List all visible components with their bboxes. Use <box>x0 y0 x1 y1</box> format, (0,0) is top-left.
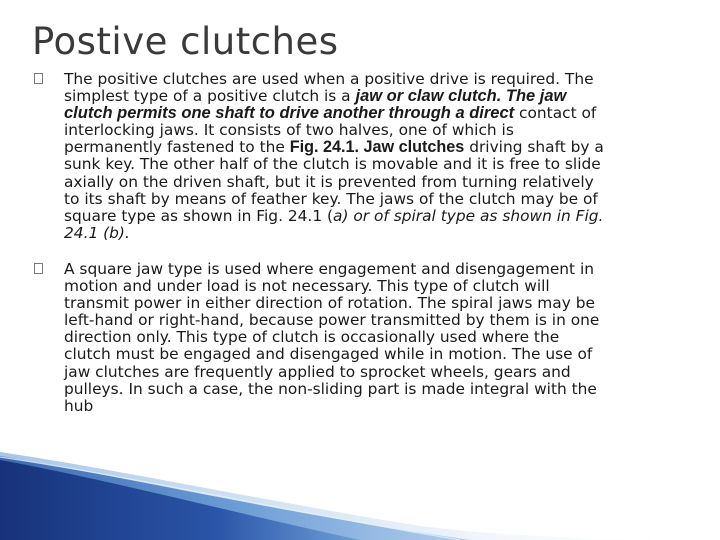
text-run: pulleys. In such a case, the non-sliding part is made integral with the <box>64 379 597 398</box>
bold-italic-text: jaw or claw clutch. The jaw <box>355 87 567 106</box>
text-run: simplest type of a positive clutch is a <box>64 87 356 106</box>
slide-title: Postive clutches <box>32 20 339 63</box>
text-run: to its shaft by means of feather key. The jaws of the clutch may be of <box>64 189 598 208</box>
italic-text: 24.1 (b). <box>64 223 130 242</box>
text-line <box>64 105 720 122</box>
text-line <box>64 122 720 139</box>
text-run: motion and under load is not necessary. This type of clutch will <box>64 277 550 296</box>
text-line <box>64 398 720 415</box>
text-run: jaw clutches are frequently applied to sprocket wheels, gears and <box>64 362 571 381</box>
paragraph-1-text <box>34 71 720 242</box>
text-run: square type as shown in Fig. 24.1 ( <box>64 206 334 225</box>
text-line <box>64 261 720 278</box>
text-line <box>64 346 720 363</box>
square-bullet-icon <box>34 263 43 274</box>
text-line <box>64 71 720 88</box>
text-line <box>64 139 720 156</box>
text-run: direction only. This type of clutch is occasionally used where the <box>64 328 560 347</box>
text-run: clutch must be engaged and disengaged while in motion. The use of <box>64 345 593 364</box>
text-line <box>64 364 720 381</box>
text-line <box>64 225 720 242</box>
text-run: left-hand or right-hand, because power transmitted by them is in one <box>64 311 600 330</box>
text-run: The positive clutches are used when a positive drive is required. The <box>64 70 594 88</box>
bullet-paragraph-2 <box>34 261 720 415</box>
bold-text: Fig. 24.1. Jaw clutches <box>289 138 465 157</box>
decorative-wave-icon <box>0 430 720 540</box>
text-run: hub <box>64 396 94 415</box>
text-run: permanently fastened to the <box>64 138 290 157</box>
italic-text: a) or of spiral type as shown in Fig. <box>333 206 604 225</box>
text-run: transmit power in either direction of rotation. The spiral jaws may be <box>64 294 595 313</box>
text-line <box>64 278 720 295</box>
text-line <box>64 174 720 191</box>
text-run: sunk key. The other half of the clutch is movable and it is free to slide <box>64 155 601 174</box>
text-line <box>64 381 720 398</box>
text-run: A square jaw type is used where engagement and disengagement in <box>64 260 595 278</box>
square-bullet-icon <box>34 73 43 84</box>
text-line <box>64 329 720 346</box>
text-line <box>64 156 720 173</box>
paragraph-2-text <box>34 261 720 415</box>
bold-italic-text: clutch permits one shaft to drive another through a direct <box>64 104 515 123</box>
text-run: contact of <box>514 104 597 123</box>
text-line <box>64 208 720 225</box>
text-line <box>64 88 720 105</box>
text-run: driving shaft by a <box>464 138 604 157</box>
text-run: interlocking jaws. It consists of two halves, one of which is <box>64 121 514 140</box>
text-line <box>64 312 720 329</box>
text-line <box>64 295 720 312</box>
bullet-paragraph-1 <box>34 71 720 242</box>
text-line <box>64 191 720 208</box>
text-run: axially on the driven shaft, but it is prevented from turning relatively <box>64 172 594 191</box>
